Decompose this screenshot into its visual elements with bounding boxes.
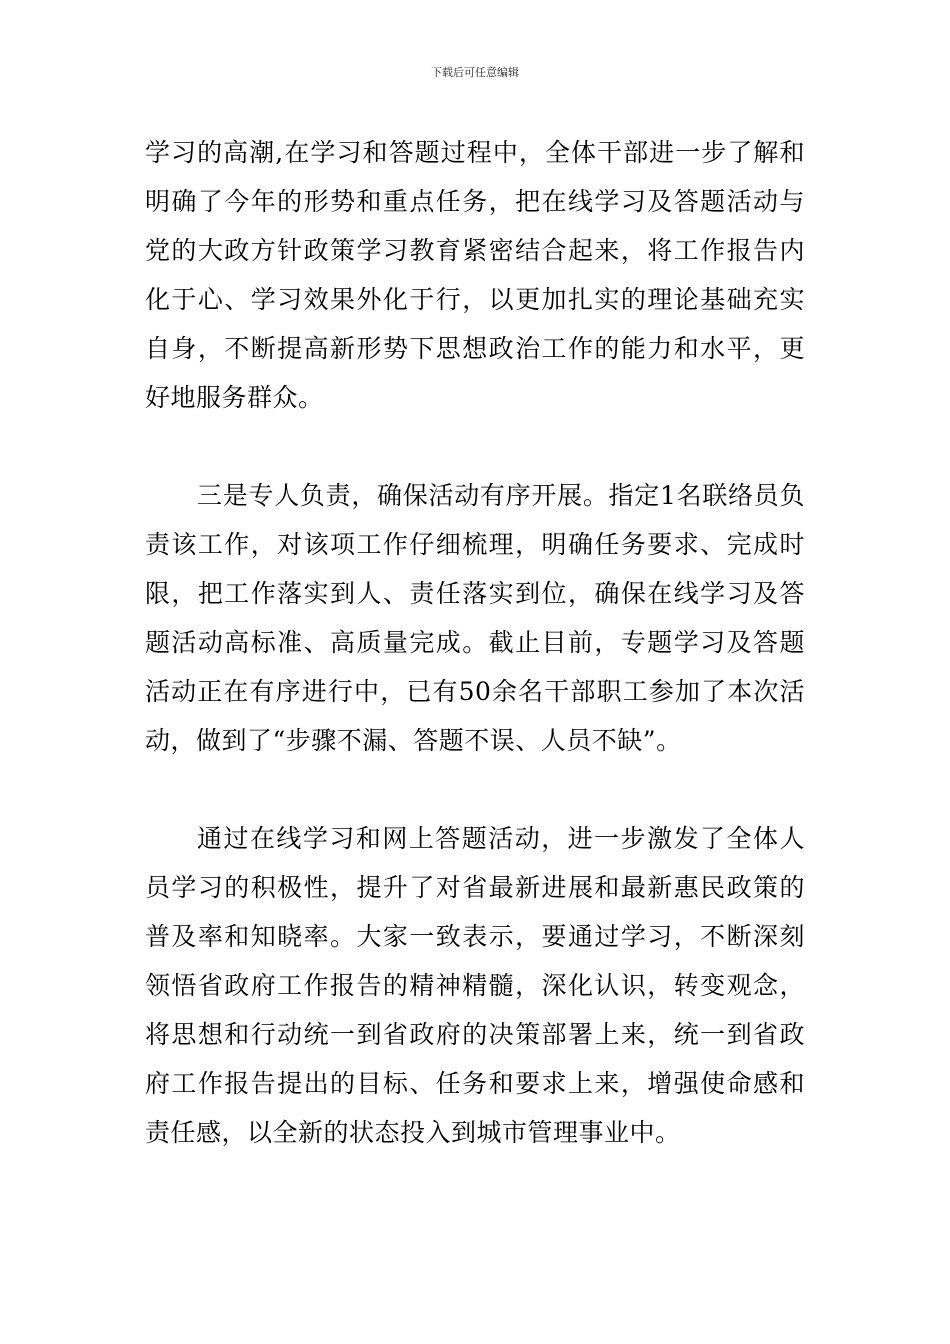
paragraph-1: 学习的高潮,在学习和答题过程中，全体干部进一步了解和明确了今年的形势和重点任务，把在线学习及答题活动与党的大政方针政策学习教育紧密结合起来，将工作报告内化于心、学习效果外化于行，以更加扎实的理论基础充实自身，不断提高新形势下思想政治工作的能力和水平，更好地服务群众。: [145, 138, 805, 412]
header-note: 下载后可任意编辑: [431, 66, 519, 79]
paragraph-2: 三是专人负责，确保活动有序开展。指定1名联络员负责该工作，对该项工作仔细梳理，明确任务要求、完成时限，把工作落实到人、责任落实到位，确保在线学习及答题活动高标准、高质量完成。截止目前，专题学习及答题活动正在有序进行中，已有50余名干部职工参加了本次活动，做到了“步骤不漏、答题不误、人员不缺”。: [145, 481, 805, 755]
paragraph-3: 通过在线学习和网上答题活动，进一步激发了全体人员学习的积极性，提升了对省最新进展和最新惠民政策的普及率和知晓率。大家一致表示，要通过学习，不断深刻领悟省政府工作报告的精神精髓，深化认识，转变观念，将思想和行动统一到省政府的决策部署上来，统一到省政府工作报告提出的目标、任务和要求上来，增强使命感和责任感，以全新的状态投入到城市管理事业中。: [145, 824, 805, 1147]
document-body: [145, 128, 805, 1157]
